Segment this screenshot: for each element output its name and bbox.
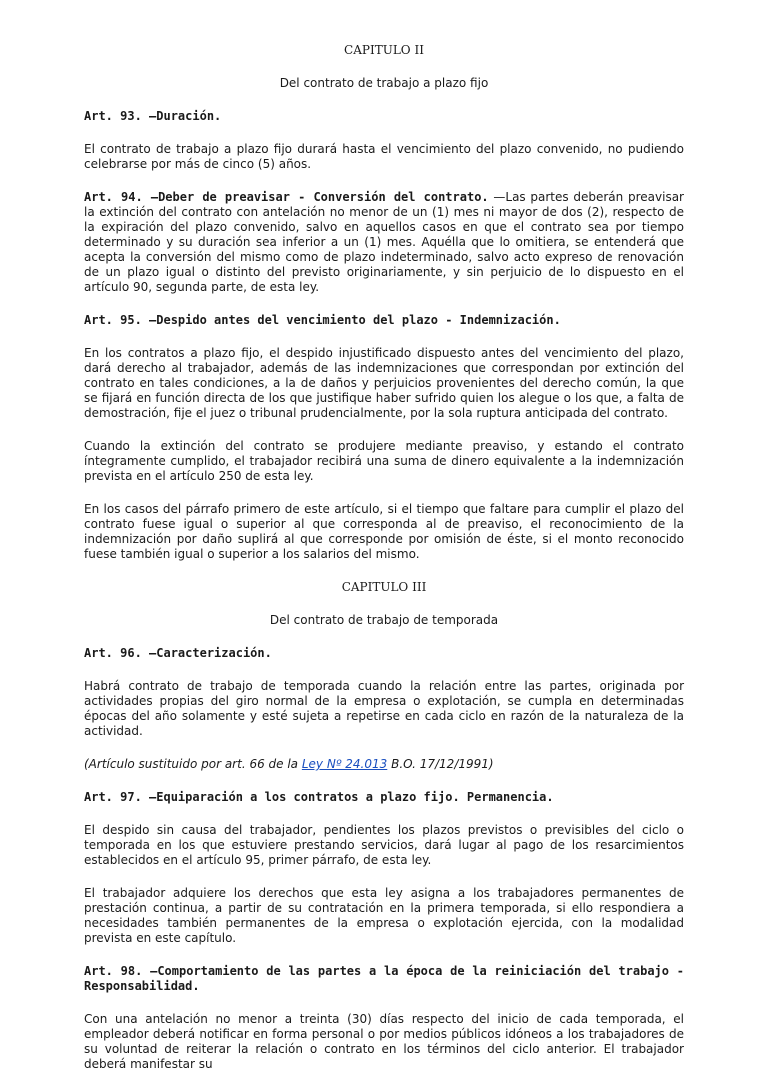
article-heading: Art. 98. —Comportamiento de las partes a la época de la reiniciación del trabajo - Responsabilidad.: [84, 964, 684, 993]
article-paragraph: Habrá contrato de trabajo de temporada cuando la relación entre las partes, originada por actividades propias del giro normal de la empresa o explotación, se cumpla en determinadas épocas del año solamente y esté sujeta a repetirse en cada ciclo en razón de la naturaleza de la actividad.: [84, 679, 684, 738]
article-paragraph: Con una antelación no menor a treinta (30) días respecto del inicio de cada temporada, el empleador deberá notificar en forma personal o por medios públicos idóneos a los trabajadores de su voluntad de reiterar la relación o contrato en los términos del ciclo anterior. El trabajador deberá manifestar su: [84, 1012, 684, 1071]
note-text: B.O. 17/12/1991): [387, 757, 494, 771]
chapter-subtitle: Del contrato de trabajo a plazo fijo: [279, 76, 489, 90]
article-heading: Art. 93. —Duración.: [84, 109, 222, 123]
note-text: (Artículo sustituido por art. 66 de la: [84, 757, 302, 771]
article-heading: Art. 96. —Caracterización.: [84, 646, 272, 660]
article-heading: Art. 94. —Deber de preavisar - Conversión del contrato.: [84, 190, 489, 204]
article-paragraph: El trabajador adquiere los derechos que esta ley asigna a los trabajadores permanentes de prestación continua, a partir de su contratación en la primera temporada, si ello respondiera a necesidades también permanentes de la empresa o explotación ejercida, con la modalidad prevista en este capítulo.: [84, 886, 684, 945]
article-heading: Art. 97. —Equiparación a los contratos a plazo fijo. Permanencia.: [84, 790, 554, 804]
chapter-subtitle: Del contrato de trabajo de temporada: [269, 613, 499, 627]
chapter-title: CAPITULO III: [341, 580, 427, 594]
article-paragraph: En los casos del párrafo primero de este artículo, si el tiempo que faltare para cumplir el plazo del contrato fuese igual o superior al que corresponda al de preaviso, el reconocimiento de la indemnización por daño suplirá al que corresponde por omisión de éste, si el monto reconocido fuese también igual o superior a los salarios del mismo.: [84, 502, 684, 561]
article-paragraph: El contrato de trabajo a plazo fijo durará hasta el vencimiento del plazo convenido, no pudiendo celebrarse por más de cinco (5) años.: [84, 142, 684, 171]
amendment-note: [84, 757, 684, 772]
article-paragraph: En los contratos a plazo fijo, el despido injustificado dispuesto antes del vencimiento del plazo, dará derecho al trabajador, además de las indemnizaciones que correspondan por extinción del contrato en tales condiciones, a la de daños y perjuicios provenientes del derecho común, la que se fijará en función directa de los que justifique haber sufrido quien los alegue o los que, a falta de demostración, fije el juez o tribunal prudencialmente, por la sola ruptura anticipada del contrato.: [84, 346, 684, 420]
article-paragraph: Cuando la extinción del contrato se produjere mediante preaviso, y estando el contrato íntegramente cumplido, el trabajador recibirá una suma de dinero equivalente a la indemnización prevista en el artículo 250 de esta ley.: [84, 439, 684, 483]
article-paragraph: El despido sin causa del trabajador, pendientes los plazos previstos o previsibles del ciclo o temporada en los que estuviere prestando servicios, dará lugar al pago de los resarcimientos establecidos en el artículo 95, primer párrafo, de esta ley.: [84, 823, 684, 867]
article-heading: Art. 95. —Despido antes del vencimiento del plazo - Indemnización.: [84, 313, 561, 327]
article-text: —Las partes deberán preavisar la extinción del contrato con antelación no menor de un (1) mes ni mayor de dos (2), respecto de la expiración del plazo convenido, salvo en aquellos casos en que el contrato sea por tiempo determinado y su duración sea inferior a un (1) mes. Aquélla que lo omitiera, se entenderá que acepta la conversión del mismo como de plazo indeterminado, salvo acto expreso de renovación de un plazo igual o distinto del previsto originariamente, y sin perjuicio de lo dispuesto en el artículo 90, segunda parte, de esta ley.: [84, 190, 684, 294]
chapter-title: CAPITULO II: [344, 43, 424, 57]
law-link[interactable]: Ley Nº 24.013: [301, 757, 388, 771]
article-paragraph: [84, 190, 684, 295]
